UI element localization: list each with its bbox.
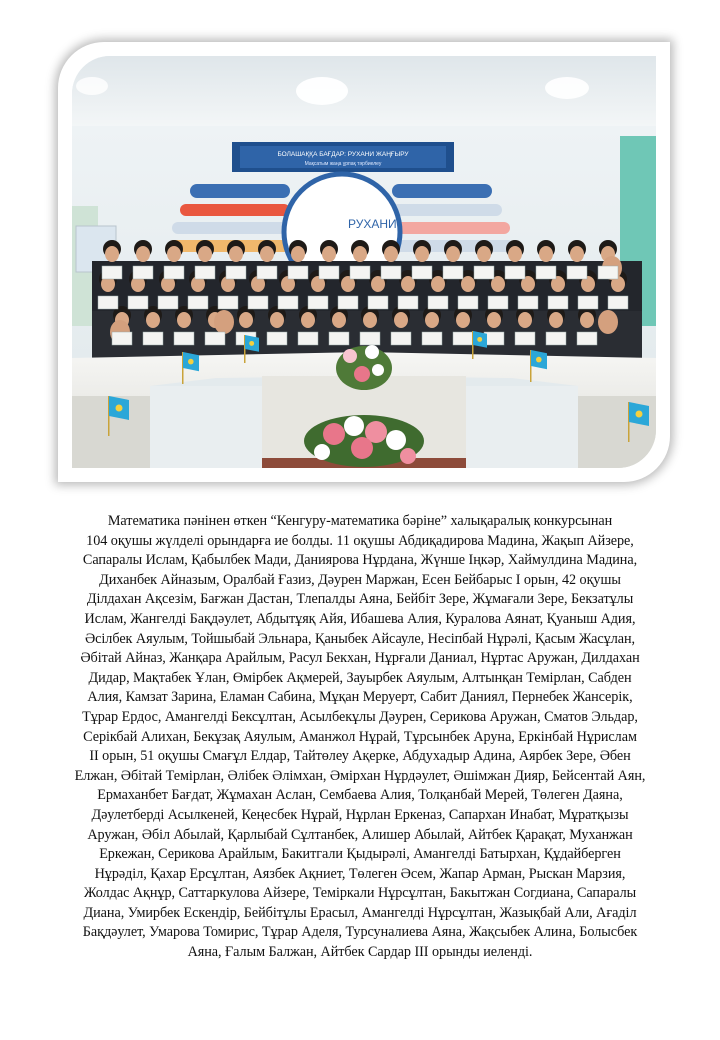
award-caption: Математика пәнінен өткен “Кенгуру-математика бәріне” халықаралық конкурсынан 104 оқушы жүлделі орындарға ие болды. 11 оқушы Абдиқадирова Мадина, Жақып Айзере, Сапаралы Ислам, Қабылбек Мади, Даниярова Нұрдана, Жүнше Іңкәр, Хаймулдина Мадина, Диханбек Айназым, Оралбай Ғазиз, Дәурен Маржан, Есен Бейбарыс I орын, 42 оқушы Ділдахан Ақсезім, Бағжан Дастан, Тлепалды Аяна, Бейбіт Зере, Жұмағали Зере, Бекзатұлы Ислам, Жангелді Бақдәулет, Абдытұяқ Айя, Ибашева Алия, Куралова Аянат, Қуаныш Адия, Әсілбек Аяулым, Тойшыбай Эльнара, Қаныбек Айсауле, Несіпбай Нұрәлі, Қасым Жасұлан, Әбітай Айназ, Жанқара Арайлым, Расул Бекхан, Нұрғали Даниал, Нұртас Аружан, Дилдахан Дидар, Мақтабек Ұлан, Өмірбек Ақмерей, Зауырбек Аяулым, Алтынқан Темірлан, Сабден Алия, Камзат Зарина, Еламан Сабина, Мұқан Меруерт, Сабит Даниял, Пернебек Жансерік, Тұрар Ердос, Амангелді Бексұлтан, Асылбекұлы Дәурен, Серикова Аружан, Сматов Эльдар, Серікбай Алихан, Бекұзақ Аяулым, Аманжол Нұрай, Тұрсынбек Аруна, Еркінбай Нұрислам II орын, 51 оқушы Смағұл Елдар, Тайтөлеу Ақерке, Абдухадыр Адина, Аярбек Зере, Әбен Елжан, Әбітай Темірлан, Әлібек Әлімхан, Әмірхан Нұрдәулет, Әшімжан Дияр, Бейсентай Аян, Ермаханбет Бағдат, Жұмахан Аслан, Сембаева Алия, Толқанбай Мерей, Төлеген Даяна, Дәулетберді Асылкеней, Кеңесбек Нұрай, Нұрлан Еркеназ, Сапархан Инабат, Мұратқызы Аружан, Әбіл Абылай, Қарлыбай Сұлтанбек, Алишер Абылай, Айтбек Қарақат, Муханжан Еркежан, Серикова Арайлым, Бакитгали Қыдырәлі, Амангелді Батырхан, Құдайберген Нұрәділ, Қахар Ерсұлтан, Аязбек Ақниет, Төлеген Әсем, Жапар Арман, Рыскан Марзия, Жолдас Ақнұр, Саттаркулова Айзере, Теміркали Нұрсұлтан, Бакытжан Согдиана, Сапаралы Диана, Умирбек Ескендір, Бейбітұлы Ерасыл, Амангелді Нұрсұлтан, Жазықбай Али, Ағаділ Бақдәулет, Умарова Томирис, Тұрар Аделя, Турсуналиева Аяна, Жақсыбек Алина, Болысбек Аяна, Ғалым Балжан, Айтбек Сардар III орынды иеленді.: [74, 513, 646, 961]
banner-subtitle: Мақсатым жаңа ұрпақ тәрбиелеу: [304, 161, 382, 167]
group-photo: [72, 56, 656, 468]
center-sign-text: РУХАНИ: [348, 217, 397, 231]
banner-title: БОЛАШАҚҚА БАҒДАР: РУХАНИ ЖАҢҒЫРУ: [277, 151, 409, 158]
photo-frame: [58, 42, 670, 482]
group-photo-illustration: [72, 56, 656, 468]
